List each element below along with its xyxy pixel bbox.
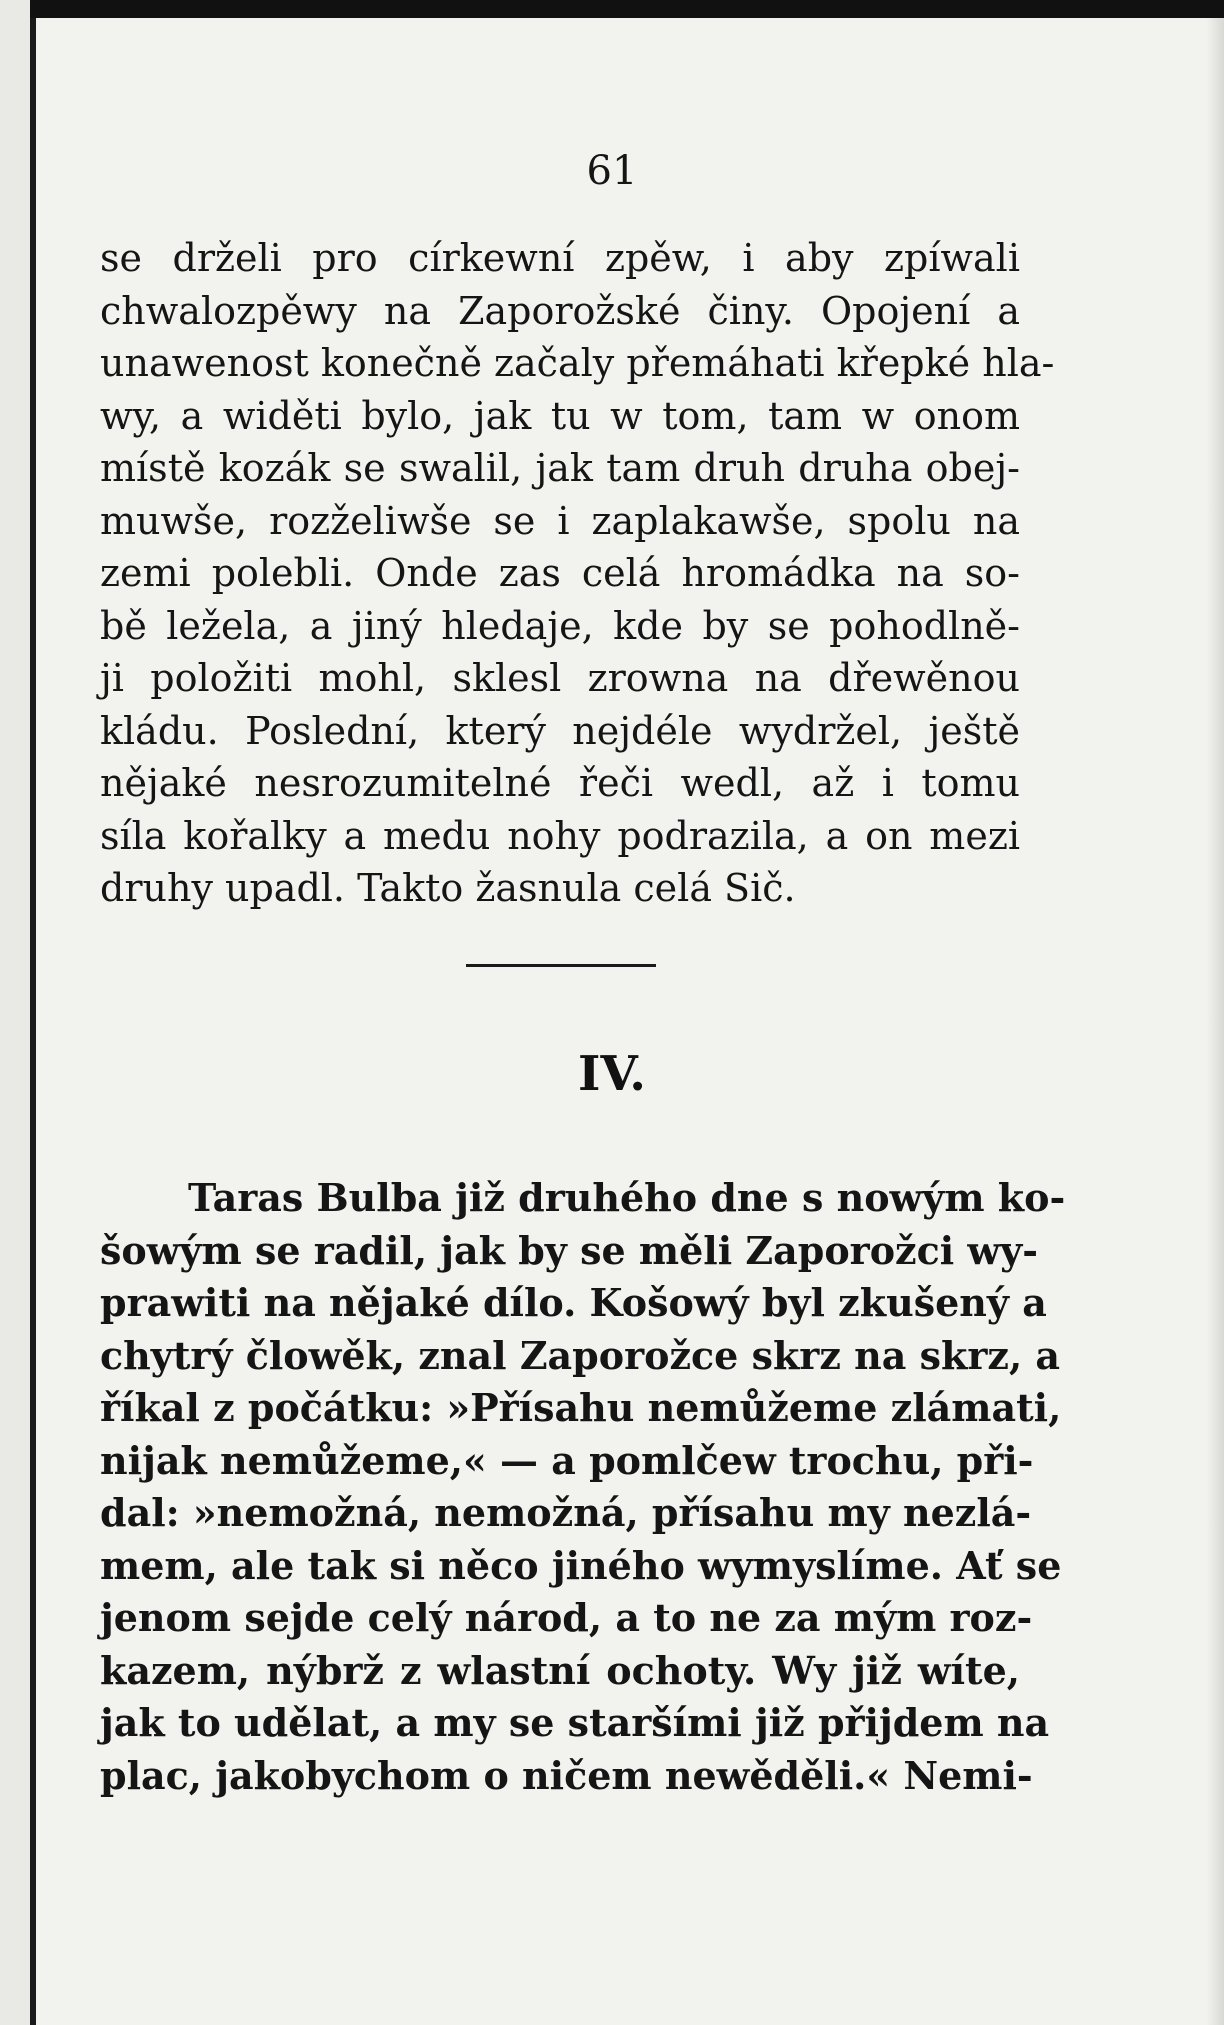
text-line: dal: »nemožná, nemožná, přísahu my nezlá- bbox=[100, 1490, 1032, 1535]
text-line: nijak nemůžeme,« — a pomlčew trochu, při- bbox=[100, 1437, 1034, 1483]
text-line: plac, jakobychom o ničem newěděli.« Nemi- bbox=[100, 1752, 1033, 1798]
text-line: kazem, nýbrž z wlastní ochoty. Wy již wíte, bbox=[100, 1647, 1020, 1693]
text-line: chytrý člowěk, znal Zaporožce skrz na skrz, a bbox=[100, 1332, 1061, 1378]
text-line: chwalozpěwy na Zaporožské činy. Opojení a bbox=[100, 288, 1020, 333]
facing-page-edge bbox=[0, 0, 30, 2025]
text-line: říkal z počátku: »Přísahu nemůžeme zlámati, bbox=[100, 1385, 1062, 1430]
text-line: prawiti na nějaké dílo. Košowý byl zkušený a bbox=[100, 1280, 1047, 1325]
text-line: bě ležela, a jiný hledaje, kde by se pohodlně- bbox=[100, 603, 1020, 648]
text-line: ji položiti mohl, sklesl zrowna na dřewěnou bbox=[100, 656, 1020, 700]
text-line: jak to udělat, a my se staršími již přijdem na bbox=[100, 1700, 1050, 1745]
text-line: nějaké nesrozumitelné řeči wedl, až i tomu bbox=[100, 761, 1020, 805]
text-line: mem, ale tak si něco jiného wymyslíme. Ať se bbox=[100, 1542, 1062, 1588]
text-line: šowým se radil, jak by se měli Zaporožci wy- bbox=[100, 1227, 1038, 1273]
text-line: místě kozák se swalil, jak tam druh druha obej- bbox=[100, 446, 1020, 490]
text-line: wy, a widěti bylo, jak tu w tom, tam w onom bbox=[100, 393, 1020, 438]
text-line: kládu. Poslední, který nejdéle wydržel, ještě bbox=[100, 708, 1020, 753]
text-line: unawenost konečně začaly přemáhati křepké hla- bbox=[100, 341, 1055, 385]
text-line: se drželi pro církewní zpěw, i aby zpíwali bbox=[100, 236, 1020, 280]
page-number: 61 bbox=[586, 148, 638, 194]
text-line: jenom sejde celý národ, a to ne za mým roz- bbox=[100, 1595, 1033, 1640]
section-divider bbox=[466, 964, 656, 967]
text-line: zemi polebli. Onde zas celá hromádka na so- bbox=[100, 551, 1020, 595]
page-edge-shade bbox=[1206, 18, 1224, 2025]
text-line: muwše, rozželiwše se i zaplakawše, spolu na bbox=[100, 498, 1020, 543]
paragraph-2 bbox=[100, 1172, 1066, 1802]
chapter-heading: IV. bbox=[577, 1046, 646, 1102]
text-line: druhy upadl. Takto žasnula celá Sič. bbox=[100, 866, 796, 910]
paragraph-1 bbox=[100, 232, 1055, 915]
text-line: síla kořalky a medu nohy podrazila, a on mezi bbox=[100, 813, 1020, 858]
text-line: Taras Bulba již druhého dne s nowým ko- bbox=[188, 1175, 1066, 1220]
